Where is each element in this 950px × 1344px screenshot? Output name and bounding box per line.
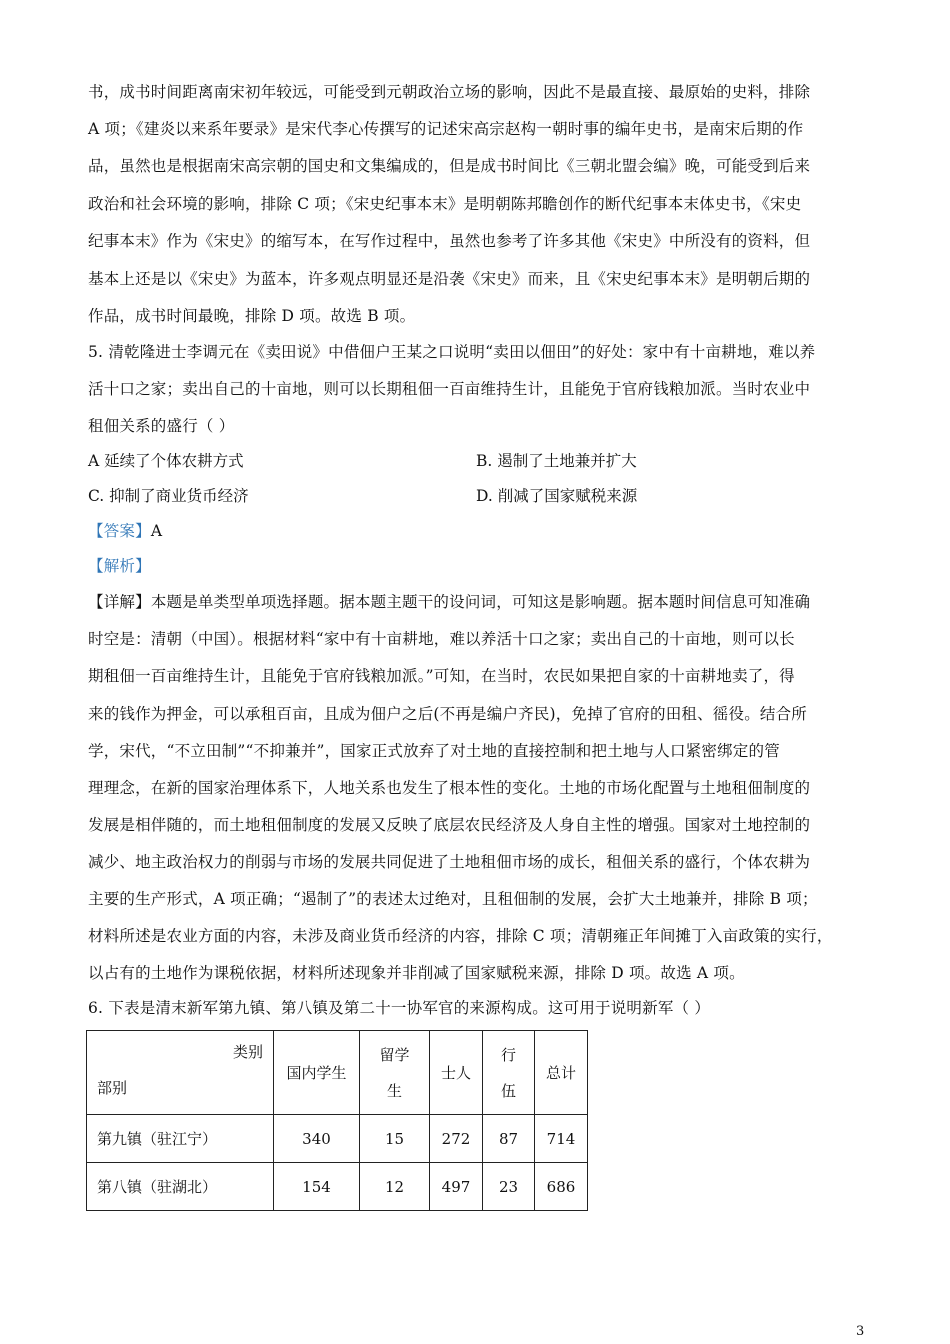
- analysis-line: 品，虽然也是根据南宋高宗朝的国史和文集编成的，但是成书时间比《三朝北盟会编》晚，可能受到后来: [88, 157, 811, 175]
- header-domestic-students: 国内学生: [274, 1031, 360, 1115]
- analysis-heading: [88, 556, 868, 576]
- row-unit: 第九镇（驻江宁）: [87, 1115, 274, 1163]
- analysis-line: 基本上还是以《宋史》为蓝本，许多观点明显还是沿袭《宋史》而来，且《宋史纪事本末》是明朝后期的: [88, 270, 811, 288]
- detail-line: 理理念，在新的国家治理体系下，人地关系也发生了根本性的变化。土地的市场化配置与土地租佃制度的: [88, 779, 811, 797]
- detail-line: 以占有的土地作为课税依据，材料所述现象并非削减了国家赋税来源，排除 D 项。故选 A 项。: [88, 964, 745, 982]
- detail-line: 来的钱作为押金，可以承租百亩，且成为佃户之后(不再是编户齐民)，免掉了官府的田租、徭役。结合所: [88, 705, 807, 723]
- detail-line: [88, 592, 868, 612]
- analysis-line: 政治和社会环境的影响，排除 C 项；《宋史纪事本末》是明朝陈邦瞻创作的断代纪事本末体史书，《宋史: [88, 195, 802, 213]
- analysis-line: 作品，成书时间最晚，排除 D 项。故选 B 项。: [88, 307, 416, 325]
- cell-ranks: 87: [483, 1115, 535, 1163]
- detail-tag: 【详解】: [88, 593, 151, 611]
- detail-line: 减少、地主政治权力的削弱与市场的发展共同促进了土地租佃市场的成长，租佃关系的盛行，个体农耕为: [88, 853, 811, 871]
- option-b: B. 遏制了土地兼并扩大: [476, 452, 637, 470]
- cell-ranks: 23: [483, 1163, 535, 1211]
- question5-stem-line: 活十口之家；卖出自己的十亩地，则可以长期租佃一百亩维持生计，且能免于官府钱粮加派。当时农业中: [88, 380, 811, 398]
- table-row: [87, 1115, 588, 1163]
- cell-domestic-students: 154: [274, 1163, 360, 1211]
- header-total: 总计: [535, 1031, 588, 1115]
- table-row: [87, 1163, 588, 1211]
- answer-value: A: [150, 522, 163, 540]
- header-overseas-students: 留学 生: [360, 1031, 430, 1115]
- header-diagonal-cell: [87, 1031, 274, 1115]
- cell-domestic-students: 340: [274, 1115, 360, 1163]
- detail-line: 主要的生产形式，A 项正确；“遏制了”的表述太过绝对，且租佃制的发展，会扩大土地兼并，排除 B 项；: [88, 890, 818, 908]
- answer-tag: 【答案】: [88, 522, 151, 540]
- analysis-tag: 【解析】: [88, 557, 151, 575]
- question5-stem-line: 5. 清乾隆进士李调元在《卖田说》中借佃户王某之口说明“卖田以佃田”的好处：家中有十亩耕地，难以养: [88, 343, 816, 361]
- table-header-row: [87, 1031, 588, 1115]
- option-c: C. 抑制了商业货币经济: [88, 487, 249, 505]
- option-a: A 延续了个体农耕方式: [88, 452, 244, 470]
- page-number: 3: [856, 1324, 865, 1339]
- detail-line: 学，宋代，“不立田制”“不抑兼并”，国家正式放弃了对土地的直接控制和把土地与人口紧密绑定的管: [88, 742, 780, 760]
- question6-stem: 6. 下表是清末新军第九镇、第八镇及第二十一协军官的来源构成。这可用于说明新军（ ）: [88, 999, 711, 1017]
- header-department: 部别: [97, 1079, 128, 1097]
- analysis-line: A 项；《建炎以来系年要录》是宋代李心传撰写的记述宋高宗赵构一朝时事的编年史书，是南宋后期的作: [88, 120, 804, 138]
- analysis-line: 书，成书时间距离南宋初年较远，可能受到元朝政治立场的影响，因此不是最直接、最原始的史料，排除: [88, 83, 811, 101]
- question5-stem-line: 租佃关系的盛行（ ）: [88, 417, 235, 435]
- detail-line: 发展是相伴随的，而土地租佃制度的发展又反映了底层农民经济及人身自主性的增强。国家对土地控制的: [88, 816, 811, 834]
- analysis-line: 纪事本末》作为《宋史》的缩写本，在写作过程中，虽然也参考了许多其他《宋史》中所没有的资料，但: [88, 232, 811, 250]
- cell-scholars: 497: [430, 1163, 483, 1211]
- cell-total: 686: [535, 1163, 588, 1211]
- header-scholars: 士人: [430, 1031, 483, 1115]
- cell-overseas-students: 12: [360, 1163, 430, 1211]
- detail-line: 材料所述是农业方面的内容，未涉及商业货币经济的内容，排除 C 项；清朝雍正年间摊丁入亩政策的实行，: [88, 927, 833, 945]
- detail-text: 本题是单类型单项选择题。据本题主题干的设问词，可知这是影响题。据本题时间信息可知准确: [150, 593, 811, 611]
- cell-total: 714: [535, 1115, 588, 1163]
- cell-overseas-students: 15: [360, 1115, 430, 1163]
- header-category: 类别: [232, 1043, 263, 1061]
- answer-line: [88, 521, 868, 541]
- row-unit: 第八镇（驻湖北）: [87, 1163, 274, 1211]
- detail-line: 期租佃一百亩维持生计，且能免于官府钱粮加派。”可知，在当时，农民如果把自家的十亩耕地卖了，得: [88, 667, 795, 685]
- cell-scholars: 272: [430, 1115, 483, 1163]
- option-d: D. 削减了国家赋税来源: [476, 487, 638, 505]
- header-ranks: 行 伍: [483, 1031, 535, 1115]
- detail-line: 时空是：清朝（中国）。根据材料“家中有十亩耕地，难以养活十口之家；卖出自己的十亩地，则可以长: [88, 630, 795, 648]
- officer-source-table: [86, 1030, 588, 1211]
